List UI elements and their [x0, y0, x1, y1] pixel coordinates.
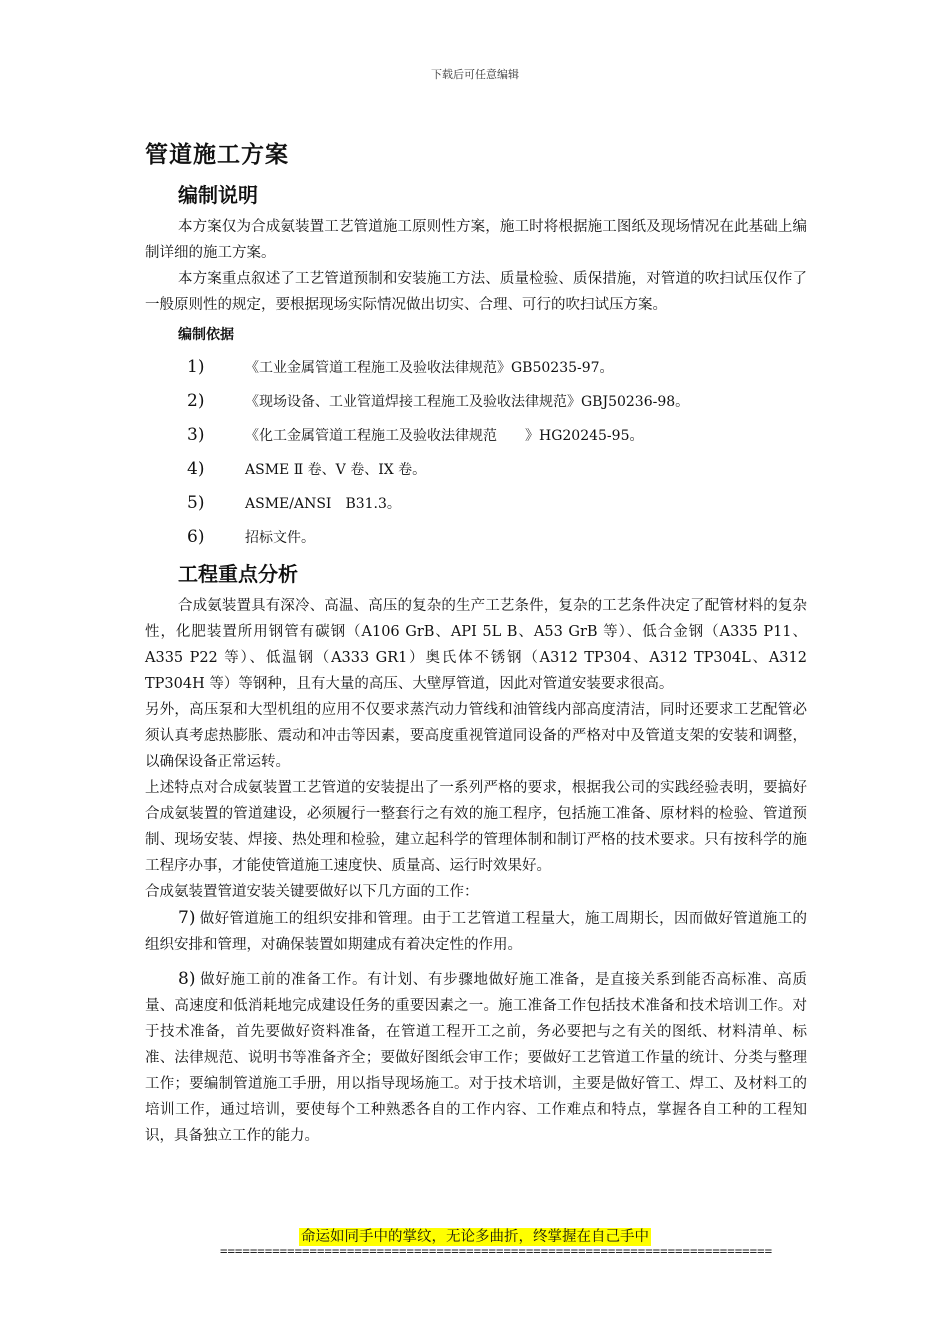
basis-list: [145, 350, 807, 554]
paragraph: 本方案重点叙述了工艺管道预制和安装施工方法、质量检验、质保措施，对管道的吹扫试压仅作了一般原则性的规定，要根据现场实际情况做出切实、合理、可行的吹扫试压方案。: [145, 271, 807, 313]
document-title: 管道施工方案: [145, 142, 289, 168]
page-header: 下载后可任意编辑: [431, 68, 519, 81]
list-item-number: 6): [187, 527, 205, 547]
list-item-text: ASME Ⅱ 卷、V 卷、IX 卷。: [245, 462, 427, 478]
list-item-text: 招标文件。: [245, 530, 315, 546]
list-item-number: 2): [187, 391, 205, 411]
list-item-text: ASME/ANSI B31.3。: [245, 496, 401, 512]
list-item-number: 1): [187, 357, 205, 377]
paragraph: 合成氨装置具有深冷、高温、高压的复杂的生产工艺条件，复杂的工艺条件决定了配管材料的复杂性，化肥装置所用钢管有碳钢（A106 GrB、API 5L B、A53 GrB 等）、低合金钢（A335 P11、A335 P22 等）、低温钢（A333 GR1）奥氏体不锈钢（A312 TP304、A312 TP304L、A312 TP304H 等）等钢种，且有大量的高压、大壁厚管道，因此对管道安装要求很高。: [145, 598, 807, 692]
list-item: [145, 418, 807, 452]
paragraph: 合成氨装置管道安装关键要做好以下几方面的工作：: [145, 884, 479, 900]
document-body: [145, 130, 807, 1149]
section-heading-basis: 编制依据: [178, 327, 234, 343]
list-item: [145, 486, 807, 520]
list-item-number: 5): [187, 493, 205, 513]
list-item: [145, 384, 807, 418]
footer-rule: ==========================================================================: [220, 1243, 773, 1258]
list-item-text: 《工业金属管道工程施工及验收法律规范》GB50235-97。: [245, 360, 614, 376]
list-item-text: 《现场设备、工业管道焊接工程施工及验收法律规范》GBJ50236-98。: [245, 394, 690, 410]
list-item: [145, 520, 807, 554]
list-item: [145, 350, 807, 384]
paragraph-number: 8): [178, 969, 196, 989]
section-heading-key-analysis: 工程重点分析: [178, 562, 298, 586]
paragraph-text: 做好施工前的准备工作。有计划、有步骤地做好施工准备，是直接关系到能否高标准、高质量、高速度和低消耗地完成建设任务的重要因素之一。施工准备工作包括技术准备和技术培训工作。对于技术准备，首先要做好资料准备，在管道工程开工之前，务必要把与之有关的图纸、材料清单、标准、法律规范、说明书等准备齐全；要做好图纸会审工作；要做好工艺管道工作量的统计、分类与整理工作；要编制管道施工手册，用以指导现场施工。对于技术培训，主要是做好管工、焊工、及材料工的培训工作，通过培训，要使每个工种熟悉各自的工作内容、工作难点和特点，掌握各自工种的工程知识，具备独立工作的能力。: [145, 972, 807, 1144]
list-item: [145, 452, 807, 486]
paragraph: 另外，高压泵和大型机组的应用不仅要求蒸汽动力管线和油管线内部高度清洁，同时还要求工艺配管必须认真考虑热膨胀、震动和冲击等因素，要高度重视管道同设备的严格对中及管道支架的安装和调整，以确保设备正常运转。: [145, 702, 807, 770]
section-heading-compilation-notes: 编制说明: [178, 183, 258, 207]
paragraph-number: 7): [178, 908, 196, 928]
list-item-number: 3): [187, 425, 205, 445]
list-item-number: 4): [187, 459, 205, 479]
numbered-paragraph: [145, 905, 807, 958]
paragraph: 上述特点对合成氨装置工艺管道的安装提出了一系列严格的要求，根据我公司的实践经验表明，要搞好合成氨装置的管道建设，必须履行一整套行之有效的施工程序，包括施工准备、原材料的检验、管道预制、现场安装、焊接、热处理和检验，建立起科学的管理体制和制订严格的技术要求。只有按科学的施工程序办事，才能使管道施工速度快、质量高、运行时效果好。: [145, 780, 807, 874]
paragraph: 本方案仅为合成氨装置工艺管道施工原则性方案，施工时将根据施工图纸及现场情况在此基础上编制详细的施工方案。: [145, 219, 807, 261]
numbered-paragraph: [145, 966, 807, 1149]
list-item-text: 《化工金属管道工程施工及验收法律规范 》HG20245-95。: [245, 428, 644, 444]
paragraph-text: 做好管道施工的组织安排和管理。由于工艺管道工程量大，施工周期长，因而做好管道施工的组织安排和管理，对确保装置如期建成有着决定性的作用。: [145, 911, 807, 953]
footer-quote: 命运如同手中的掌纹，无论多曲折，终掌握在自己手中: [301, 1229, 649, 1245]
